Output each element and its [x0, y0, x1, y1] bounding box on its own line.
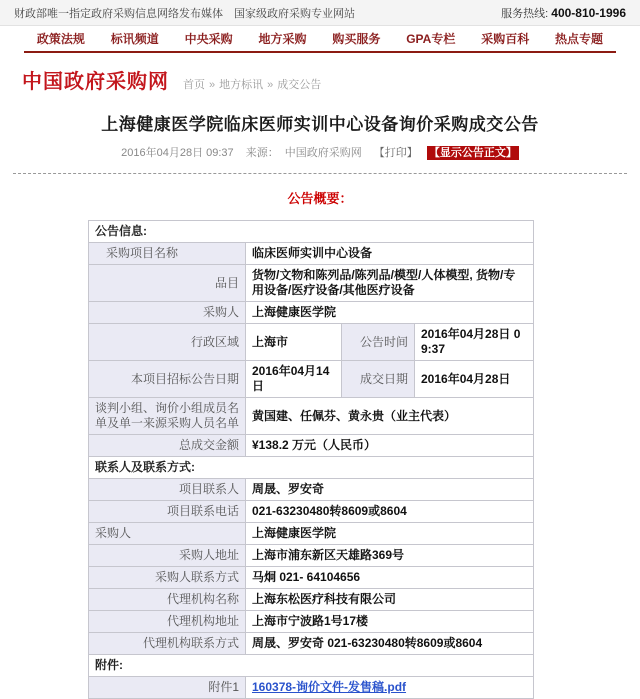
row-value: 周晟、罗安奇 021-63230480转8609或8604 [246, 633, 534, 655]
section-header-row [89, 655, 534, 677]
table-row [89, 361, 534, 398]
table-row [89, 302, 534, 324]
row-label: 成交日期 [342, 361, 415, 398]
dotted-divider [13, 173, 627, 174]
main-nav [24, 26, 616, 53]
row-value: 上海市浦东新区天雄路369号 [246, 545, 534, 567]
table-row [89, 567, 534, 589]
source-name: 中国政府采购网 [284, 147, 362, 159]
breadcrumb-separator: » [267, 79, 274, 91]
table-row [89, 611, 534, 633]
row-label: 代理机构联系方式 [89, 633, 246, 655]
row-value: 上海健康医学院 [246, 523, 534, 545]
row-label: 公告时间 [342, 324, 415, 361]
nav-item-central-procurement[interactable]: 中央采购 [184, 32, 233, 46]
row-value: 临床医师实训中心设备 [246, 243, 534, 265]
breadcrumb-home[interactable]: 首页 [183, 79, 205, 91]
site-slogan: 财政部唯一指定政府采购信息网络发布媒体 国家级政府采购专业网站 [14, 7, 355, 20]
nav-item-gpa[interactable]: GPA专栏 [406, 32, 456, 46]
table-row [89, 243, 534, 265]
row-label: 本项目招标公告日期 [89, 361, 246, 398]
row-label: 总成交金额 [89, 435, 246, 457]
section-header-row [89, 221, 534, 243]
row-label: 附件1 [89, 677, 246, 699]
row-label: 采购项目名称 [89, 243, 246, 265]
table-row [89, 435, 534, 457]
row-value: 马炯 021- 64104656 [246, 567, 534, 589]
breadcrumb-current: 成交公告 [277, 79, 322, 91]
table-row [89, 501, 534, 523]
nav-item-purchase-service[interactable]: 购买服务 [332, 32, 381, 46]
hotline-label: 服务热线: [501, 7, 549, 20]
page-title: 上海健康医学院临床医师实训中心设备询价采购成交公告 [101, 115, 539, 134]
row-value: 黄国建、任佩芬、黄永贵（业主代表） [246, 398, 534, 435]
table-row [89, 677, 534, 699]
row-value: 上海市宁波路1号17楼 [246, 611, 534, 633]
row-value: 2016年04月14日 [246, 361, 342, 398]
article-meta [0, 144, 640, 160]
table-row [89, 589, 534, 611]
attachments-heading: 附件: [89, 655, 534, 677]
table-row [89, 633, 534, 655]
row-label: 项目联系电话 [89, 501, 246, 523]
show-full-notice-button[interactable]: 【显示公告正文】 [428, 147, 517, 159]
row-label: 品目 [89, 265, 246, 302]
print-button[interactable]: 【打印】 [373, 147, 418, 159]
row-value: 上海市 [246, 324, 342, 361]
row-label: 代理机构名称 [89, 589, 246, 611]
row-label: 项目联系人 [89, 479, 246, 501]
attachment-link[interactable]: 160378-询价文件-发售稿.pdf [252, 680, 407, 694]
row-value: 2016年04月28日 [415, 361, 534, 398]
top-utility-bar [0, 0, 640, 26]
nav-item-bid-channel[interactable]: 标讯频道 [110, 32, 159, 46]
breadcrumb [183, 76, 321, 92]
source [243, 147, 365, 159]
brand-row [0, 53, 640, 100]
nav-item-policy[interactable]: 政策法规 [36, 32, 85, 46]
row-label: 代理机构地址 [89, 611, 246, 633]
notice-info-heading: 公告信息: [89, 221, 534, 243]
hotline-number: 400-810-1996 [551, 5, 626, 20]
row-label: 采购人联系方式 [89, 567, 246, 589]
publish-datetime: 2016年04月28日 09:37 [121, 147, 234, 159]
table-row [89, 324, 534, 361]
row-value [246, 677, 534, 699]
row-label: 采购人 [89, 302, 246, 324]
row-value: 021-63230480转8609或8604 [246, 501, 534, 523]
table-row [89, 523, 534, 545]
service-hotline [501, 5, 626, 21]
row-label: 采购人地址 [89, 545, 246, 567]
nav-item-local-procurement[interactable]: 地方采购 [258, 32, 307, 46]
breadcrumb-separator: » [209, 79, 216, 91]
nav-item-encyclopedia[interactable]: 采购百科 [481, 32, 530, 46]
row-value: ¥138.2 万元（人民币） [246, 435, 534, 457]
contact-heading: 联系人及联系方式: [89, 457, 534, 479]
row-label: 谈判小组、询价小组成员名单及单一来源采购人员名单 [89, 398, 246, 435]
row-value: 上海健康医学院 [246, 302, 534, 324]
nav-item-hot-topics[interactable]: 热点专题 [555, 32, 604, 46]
row-value: 上海东松医疗科技有限公司 [246, 589, 534, 611]
site-logo[interactable]: 中国政府采购网 [22, 71, 169, 93]
row-value: 货物/文物和陈列品/陈列品/模型/人体模型, 货物/专用设备/医疗设备/其他医疗设备 [246, 265, 534, 302]
row-label: 行政区域 [89, 324, 246, 361]
row-label: 采购人 [89, 523, 246, 545]
table-row [89, 398, 534, 435]
table-row [89, 479, 534, 501]
breadcrumb-local-bids[interactable]: 地方标讯 [219, 79, 264, 91]
row-value: 周晟、罗安奇 [246, 479, 534, 501]
section-header-row [89, 457, 534, 479]
row-value: 2016年04月28日 09:37 [415, 324, 534, 361]
summary-heading: 公告概要： [287, 191, 353, 206]
summary-table [88, 220, 534, 699]
source-label: 来源： [245, 147, 279, 159]
table-row [89, 265, 534, 302]
table-row [89, 545, 534, 567]
